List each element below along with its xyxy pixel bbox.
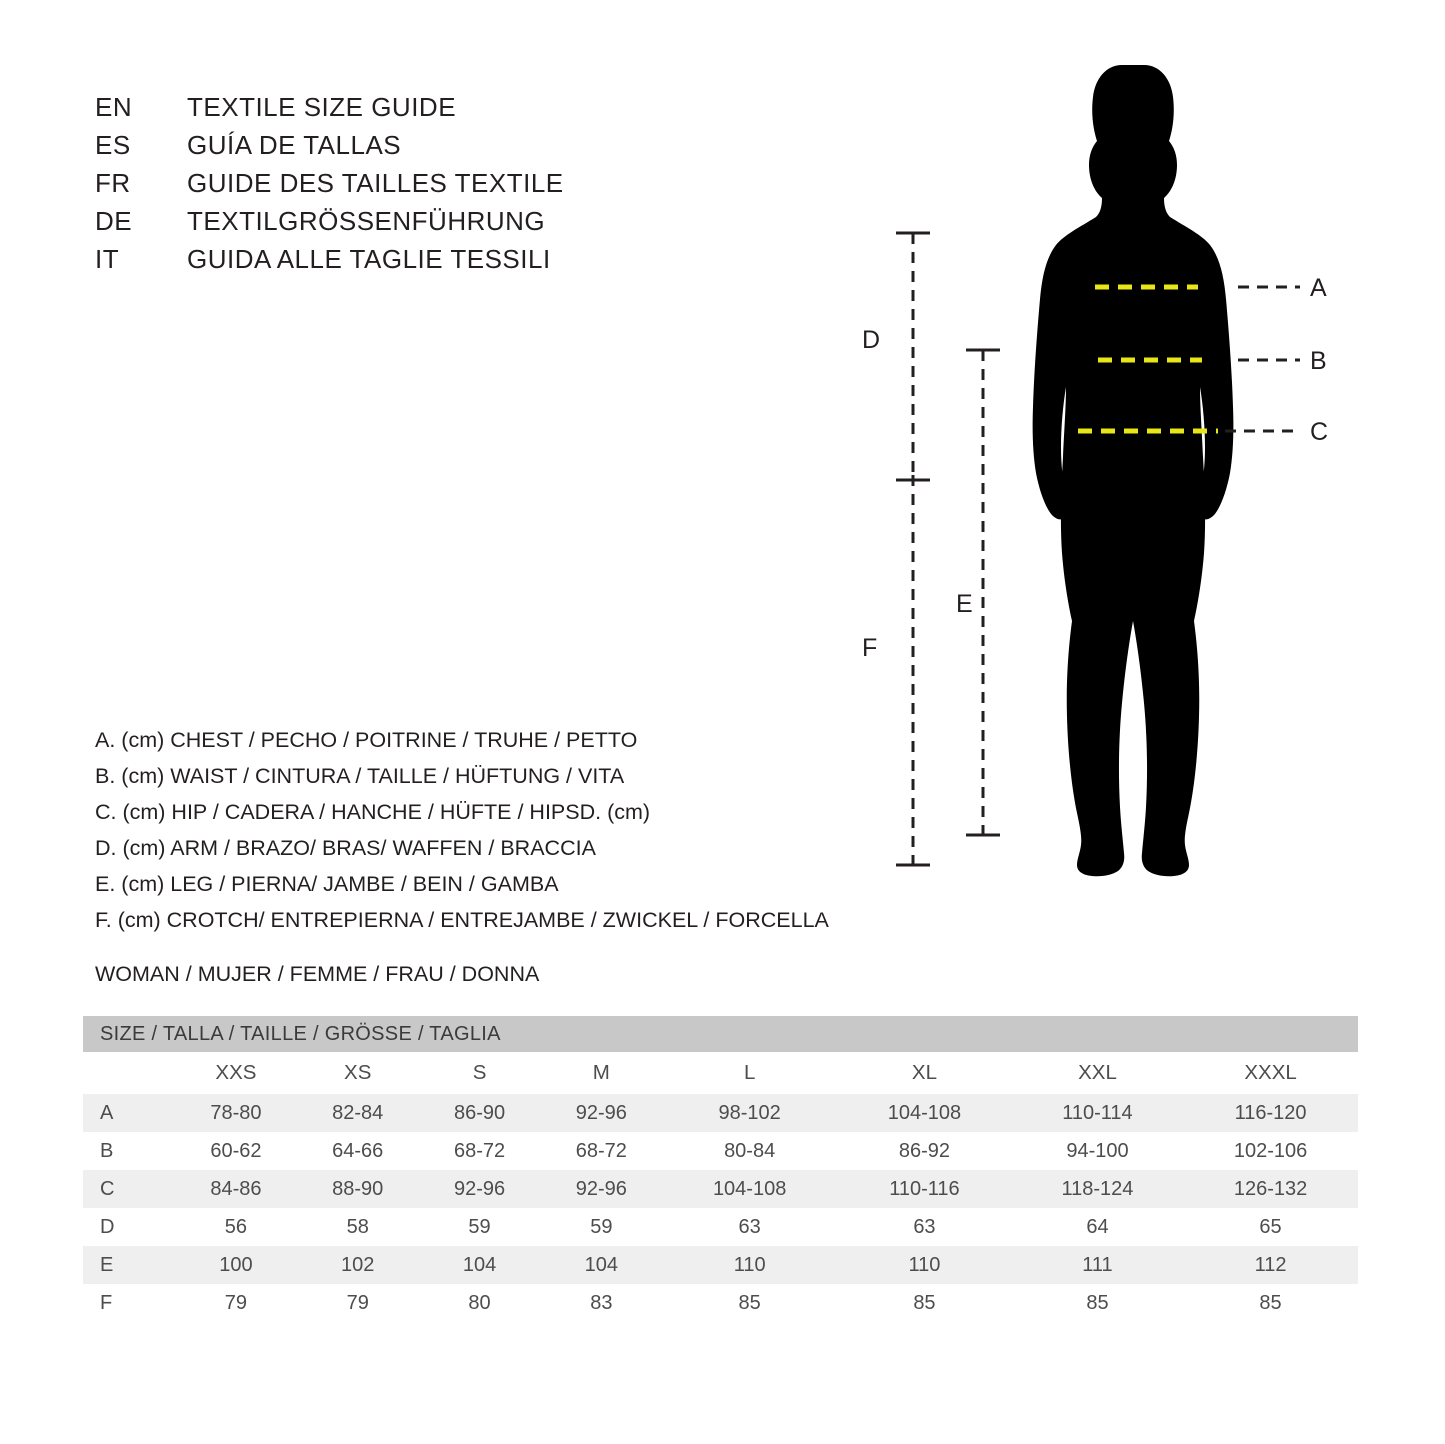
column-header-l: L [662,1052,837,1094]
cell-a-s: 86-90 [419,1094,541,1132]
column-header-xxxl: XXXL [1183,1052,1358,1094]
language-code: IT [95,244,120,274]
female-silhouette-icon [1033,65,1234,876]
column-header-s: S [419,1052,541,1094]
cell-a-l: 98-102 [662,1094,837,1132]
table-row [83,1170,1358,1208]
row-label-e: E [83,1246,175,1284]
language-code: FR [95,168,131,198]
column-header-xxs: XXS [175,1052,297,1094]
table-column-header-row [83,1052,1358,1094]
language-title: TEXTILE SIZE GUIDE [187,92,457,122]
cell-d-m: 59 [540,1208,662,1246]
letter-e: E [956,590,973,618]
cell-f-xl: 85 [837,1284,1012,1322]
cell-a-xs: 82-84 [297,1094,419,1132]
cell-d-xxxl: 65 [1183,1208,1358,1246]
table-row [83,1246,1358,1284]
cell-b-m: 68-72 [540,1132,662,1170]
row-label-c: C [83,1170,175,1208]
cell-d-xxl: 64 [1012,1208,1183,1246]
cell-c-l: 104-108 [662,1170,837,1208]
cell-f-xxs: 79 [175,1284,297,1322]
title-row [95,130,715,168]
column-header-xs: XS [297,1052,419,1094]
cell-a-xxl: 110-114 [1012,1094,1183,1132]
title-row [95,168,715,206]
cell-d-xs: 58 [297,1208,419,1246]
language-title: GUIDA ALLE TAGLIE TESSILI [187,244,551,274]
language-code: ES [95,130,131,160]
cell-e-xl: 110 [837,1246,1012,1284]
language-title: GUIDE DES TAILLES TEXTILE [187,168,564,198]
cell-c-xxs: 84-86 [175,1170,297,1208]
cell-b-xxs: 60-62 [175,1132,297,1170]
gender-label: WOMAN / MUJER / FEMME / FRAU / DONNA [95,962,540,986]
cell-c-xl: 110-116 [837,1170,1012,1208]
table-header-band [83,1016,1358,1052]
cell-f-l: 85 [662,1284,837,1322]
cell-d-l: 63 [662,1208,837,1246]
cell-b-l: 80-84 [662,1132,837,1170]
column-header-xxl: XXL [1012,1052,1183,1094]
letter-c: C [1310,418,1329,446]
column-header-blank [83,1052,175,1094]
letter-f: F [862,634,878,662]
cell-e-xxxl: 112 [1183,1246,1358,1284]
cell-d-s: 59 [419,1208,541,1246]
letter-a: A [1310,274,1327,302]
table-row [83,1094,1358,1132]
table-row [83,1208,1358,1246]
column-header-xl: XL [837,1052,1012,1094]
cell-c-xxl: 118-124 [1012,1170,1183,1208]
cell-e-xxl: 111 [1012,1246,1183,1284]
language-code: EN [95,92,133,122]
cell-b-xxl: 94-100 [1012,1132,1183,1170]
cell-a-m: 92-96 [540,1094,662,1132]
cell-f-xs: 79 [297,1284,419,1322]
measurement-legend [95,722,995,938]
language-title: TEXTILGRÖSSENFÜHRUNG [187,206,546,236]
table-row [83,1132,1358,1170]
arm-dimension-bracket [896,233,930,480]
legend-item-c: C. (cm) HIP / CADERA / HANCHE / HÜFTE / HIPSD. (cm) [95,800,651,824]
title-row [95,92,715,130]
cell-f-m: 83 [540,1284,662,1322]
cell-b-xxxl: 102-106 [1183,1132,1358,1170]
cell-c-s: 92-96 [419,1170,541,1208]
row-label-f: F [83,1284,175,1322]
language-code: DE [95,206,133,236]
cell-e-l: 110 [662,1246,837,1284]
language-title: GUÍA DE TALLAS [187,130,402,160]
title-row [95,206,715,244]
table-header-label: SIZE / TALLA / TAILLE / GRÖSSE / TAGLIA [83,1016,1358,1052]
letter-b: B [1310,347,1327,375]
cell-a-xl: 104-108 [837,1094,1012,1132]
cell-c-m: 92-96 [540,1170,662,1208]
cell-f-s: 80 [419,1284,541,1322]
cell-e-s: 104 [419,1246,541,1284]
table-row [83,1284,1358,1322]
cell-e-m: 104 [540,1246,662,1284]
cell-a-xxxl: 116-120 [1183,1094,1358,1132]
cell-b-xl: 86-92 [837,1132,1012,1170]
cell-d-xxs: 56 [175,1208,297,1246]
legend-item-d: D. (cm) ARM / BRAZO/ BRAS/ WAFFEN / BRACCIA [95,836,596,860]
legend-item-b: B. (cm) WAIST / CINTURA / TAILLE / HÜFTUNG / VITA [95,764,625,788]
language-title-block [95,92,715,282]
cell-f-xxl: 85 [1012,1284,1183,1322]
cell-c-xs: 88-90 [297,1170,419,1208]
cell-a-xxs: 78-80 [175,1094,297,1132]
legend-item-e: E. (cm) LEG / PIERNA/ JAMBE / BEIN / GAMBA [95,872,559,896]
letter-d: D [862,326,881,354]
cell-c-xxxl: 126-132 [1183,1170,1358,1208]
column-header-m: M [540,1052,662,1094]
row-label-d: D [83,1208,175,1246]
legend-item-a: A. (cm) CHEST / PECHO / POITRINE / TRUHE / PETTO [95,728,638,752]
cell-d-xl: 63 [837,1208,1012,1246]
row-label-a: A [83,1094,175,1132]
cell-e-xs: 102 [297,1246,419,1284]
cell-f-xxxl: 85 [1183,1284,1358,1322]
cell-b-s: 68-72 [419,1132,541,1170]
title-row [95,244,715,282]
row-label-b: B [83,1132,175,1170]
legend-item-f: F. (cm) CROTCH/ ENTREPIERNA / ENTREJAMBE / ZWICKEL / FORCELLA [95,908,829,932]
cell-e-xxs: 100 [175,1246,297,1284]
cell-b-xs: 64-66 [297,1132,419,1170]
size-table [83,1016,1358,1322]
